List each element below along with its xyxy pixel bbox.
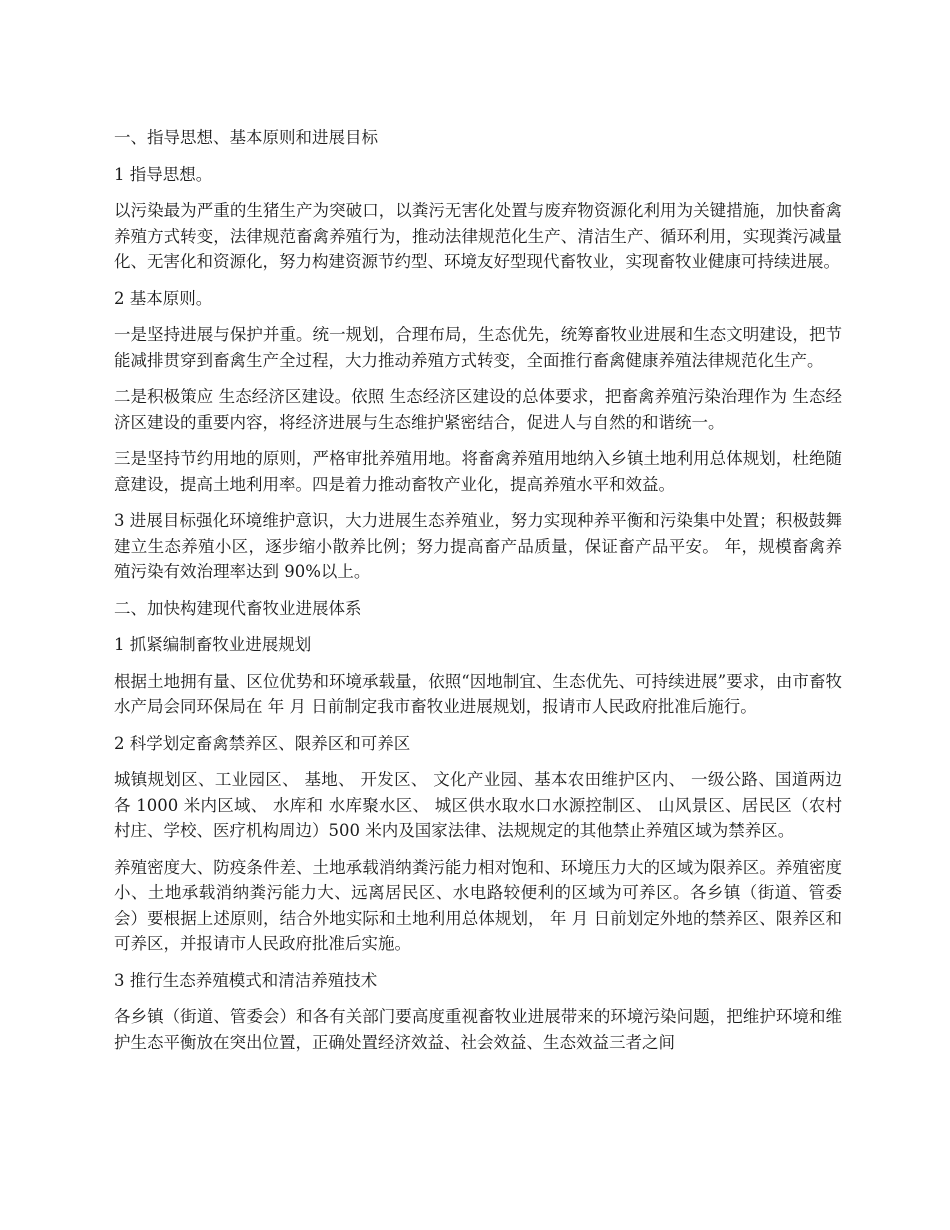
section-heading-1: 一、指导思想、基本原则和进展目标 [114, 128, 378, 147]
subheading-planning: 1 抓紧编制畜牧业进展规划 [114, 635, 312, 654]
paragraph: 三是坚持节约用地的原则，严格审批养殖用地。将畜禽养殖用地纳入乡镇土地利用总体规划，杜绝随意建设，提高土地利用率。四是着力推动畜牧产业化，提高养殖水平和效益。 [114, 449, 842, 494]
subheading-eco-farming: 3 推行生态养殖模式和清洁养殖技术 [114, 970, 378, 990]
subheading-zoning: 2 科学划定畜禽禁养区、限养区和可养区 [114, 733, 411, 753]
paragraph: 城镇规划区、工业园区、 基地、 开发区、 文化产业园、基本农田维护区内、 一级公路、国道两边各 1000 米内区域、 水库和 水库聚水区、 城区供水取水口水源控制区、 山风景区、居民区（农村村庄、学校、医疗机构周边）500 米内及国家法律、法规规定的其他禁止养殖区域为禁养区。 [114, 770, 842, 840]
paragraph: 3 进展目标强化环境维护意识，大力进展生态养殖业，努力实现种养平衡和污染集中处置；积极鼓舞建立生态养殖小区，逐步缩小散养比例；努力提高畜产品质量，保证畜产品平安。 年，规模畜禽养殖污染有效治理率达到 90%以上。 [114, 511, 842, 581]
paragraph: 根据土地拥有量、区位优势和环境承载量，依照“因地制宜、生态优先、可持续进展”要求，由市畜牧水产局会同环保局在 年 月 日前制定我市畜牧业进展规划，报请市人民政府批准后施行。 [114, 671, 842, 716]
subheading-basic-principles: 2 基本原则。 [114, 288, 213, 308]
paragraph: 以污染最为严重的生猪生产为突破口，以粪污无害化处置与废弃物资源化利用为关键措施，加快畜禽养殖方式转变，法律规范畜禽养殖行为，推动法律规范化生产、清洁生产、循环利用，实现粪污减量化、无害化和资源化，努力构建资源节约型、环境友好型现代畜牧业，实现畜牧业健康可持续进展。 [114, 201, 842, 271]
document-body [114, 125, 842, 1066]
paragraph: 养殖密度大、防疫条件差、土地承载消纳粪污能力相对饱和、环境压力大的区域为限养区。养殖密度小、土地承载消纳粪污能力大、远离居民区、水电路较便利的区域为可养区。各乡镇（街道、管委会）要根据上述原则，结合外地实际和土地利用总体规划， 年 月 日前划定外地的禁养区、限养区和可养区，并报请市人民政府批准后实施。 [114, 857, 842, 953]
paragraph: 一是坚持进展与保护并重。统一规划，合理布局，生态优先，统筹畜牧业进展和生态文明建设，把节能减排贯穿到畜禽生产全过程，大力推动养殖方式转变，全面推行畜禽健康养殖法律规范化生产。 [114, 325, 842, 370]
section-heading-2: 二、加快构建现代畜牧业进展体系 [114, 598, 362, 618]
paragraph: 二是积极策应 生态经济区建设。依照 生态经济区建设的总体要求，把畜禽养殖污染治理作为 生态经济区建设的重要内容，将经济进展与生态维护紧密结合，促进人与自然的和谐统一。 [114, 387, 842, 432]
paragraph: 各乡镇（街道、管委会）和各有关部门要高度重视畜牧业进展带来的环境污染问题，把维护环境和维护生态平衡放在突出位置，正确处置经济效益、社会效益、生态效益三者之间 [114, 1007, 842, 1052]
subheading-guiding-thought: 1 指导思想。 [114, 164, 213, 184]
